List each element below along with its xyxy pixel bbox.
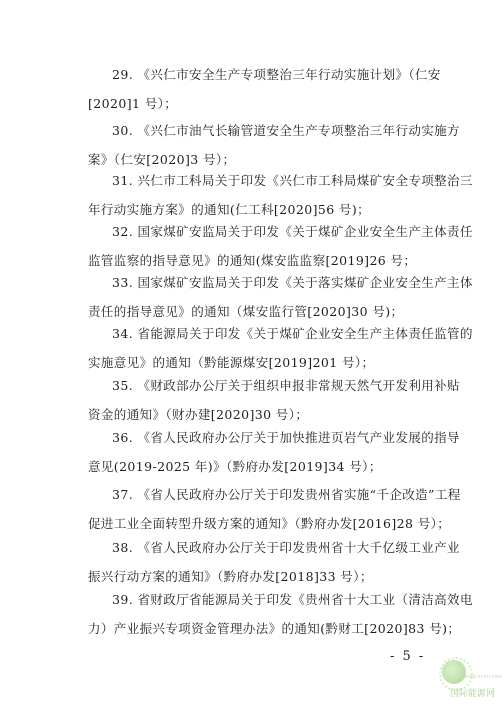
watermark-logo [442, 660, 502, 704]
item-line: 39. 省财政厅省能源局关于印发《贵州省十大工业（清洁高效电 [112, 592, 473, 607]
watermark-name: 国际能源网 [450, 689, 496, 699]
item-line: 案》（仁安[2020]3 号）； [88, 152, 236, 167]
item-line: 振兴行动方案的通知》（黔府办发[2018]33 号）； [88, 569, 373, 584]
item-line: 29. 《兴仁市安全生产专项整治三年行动实施计划》（仁安 [112, 67, 441, 82]
item-line: 30. 《兴仁市油气长输管道安全生产专项整治三年行动实施方 [112, 123, 460, 138]
item-line: 监管监察的指导意见》的通知(煤安监监察[2019]26 号； [88, 253, 417, 268]
item-line: 31. 兴仁市工科局关于印发《兴仁市工科局煤矿安全专项整治三 [112, 173, 473, 188]
item-line: 资金的通知》（财办建[2020]30 号）； [88, 407, 309, 422]
list-item [88, 371, 460, 429]
item-line: 35. 《财政部办公厅关于组织申报非常规天然气开发利用补贴 [112, 378, 460, 393]
item-line: 33. 国家煤矿安监局关于印发《关于落实煤矿企业安全生产主体 [112, 275, 473, 290]
list-item [88, 319, 473, 377]
list-item [88, 533, 460, 591]
list-item [88, 423, 460, 481]
logo-circle [442, 660, 466, 684]
item-line: 37. 《省人民政府办公厅关于印发贵州省实施“千企改造”工程 [112, 487, 461, 502]
item-line: 促进工业全面转型升级方案的通知》（黔府办发[2016]28 号）； [88, 516, 451, 531]
item-line: 36. 《省人民政府办公厅关于加快推进页岩气产业发展的指导 [112, 430, 460, 445]
item-line: 责任的指导意见》的通知（煤安监行管[2020]30 号)； [88, 304, 404, 319]
item-line: 年行动实施方案》的通知(仁工科[2020]56 号)； [88, 202, 370, 217]
watermark-url: www.in-en.com [464, 674, 502, 680]
item-line: 38. 《省人民政府办公厅关于印发贵州省十大千亿级工业产业 [112, 540, 460, 555]
list-item [88, 166, 473, 224]
item-line: 意见(2019-2025 年)》（黔府办发[2019]34 号）； [88, 459, 382, 474]
item-line: 32. 国家煤矿安监局关于印发《关于煤矿企业安全生产主体责任 [112, 224, 473, 239]
list-item [88, 60, 441, 118]
list-item [88, 217, 473, 275]
item-line: 力）产业振兴专项资金管理办法》的通知(黔财工[2020]83 号)； [88, 621, 461, 636]
item-line: 实施意见》的通知（黔能源煤安[2019]201 号）； [88, 355, 375, 370]
item-line: 34. 省能源局关于印发《关于煤矿企业安全生产主体责任监管的 [112, 326, 473, 341]
list-item [88, 585, 473, 643]
page-number: - 5 - [390, 649, 426, 664]
item-line: [2020]1 号）； [88, 96, 178, 111]
list-item [88, 268, 473, 326]
list-item [88, 480, 461, 538]
